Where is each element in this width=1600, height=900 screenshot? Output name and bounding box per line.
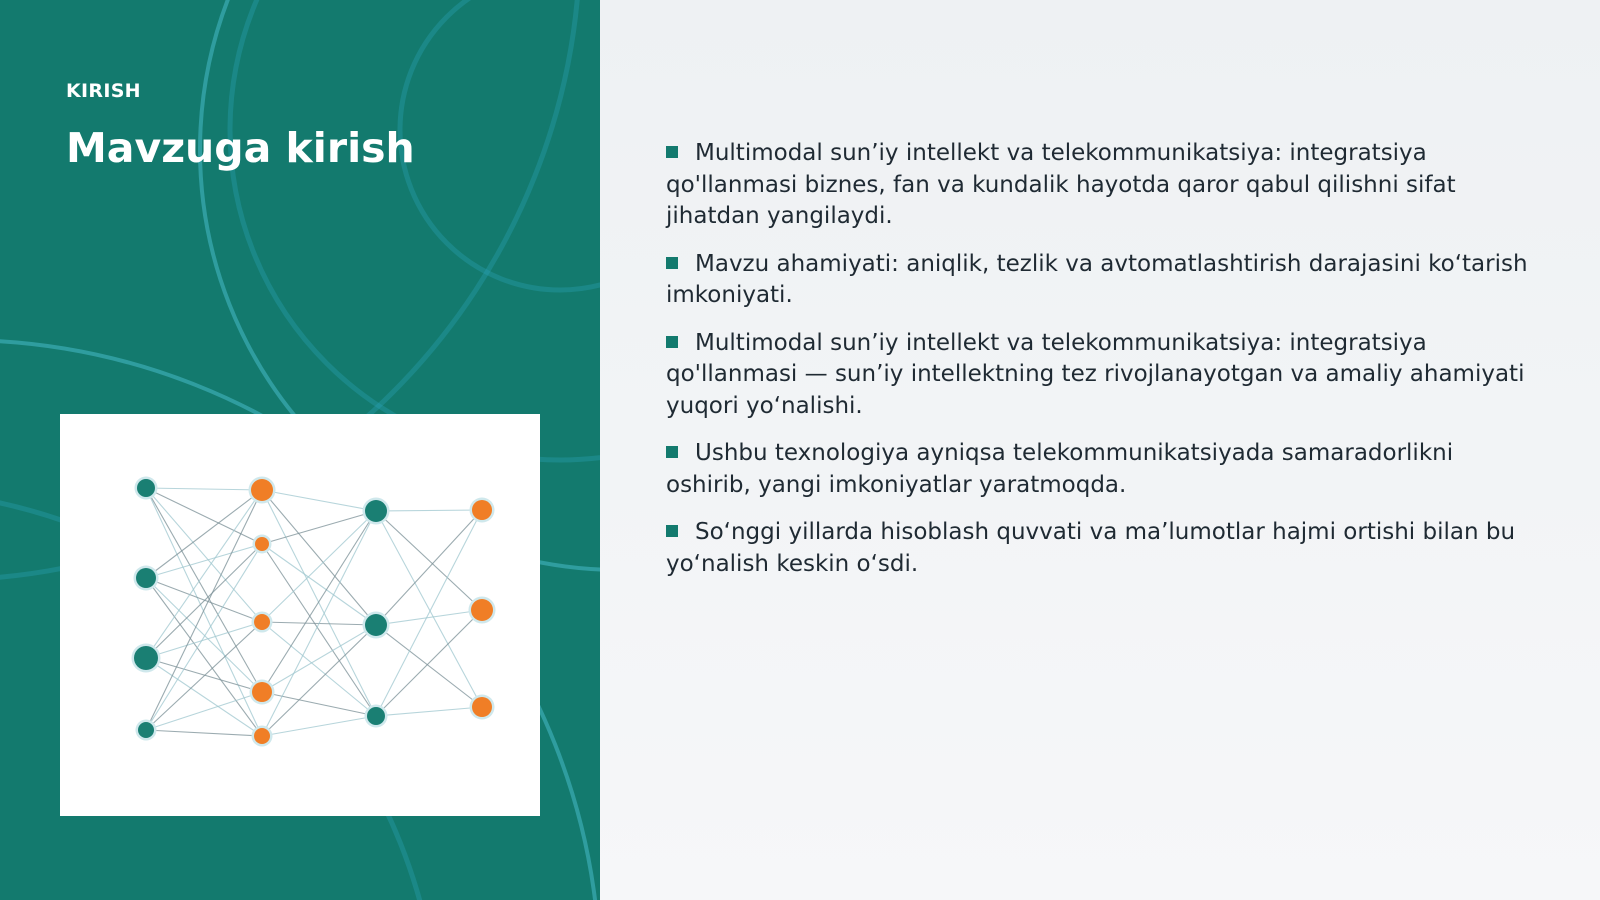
network-edge [146,578,262,622]
illustration-card [60,414,540,816]
network-node [254,728,270,744]
bullet-item [666,438,1542,501]
network-node [254,614,270,630]
square-bullet-icon [666,336,678,348]
title-panel [0,0,600,900]
square-bullet-icon [666,446,678,458]
network-node [365,500,387,522]
bullet-text: Multimodal sun’iy intellekt va telekommunikatsiya: integratsiya qo'llanmasi biznes, fan va kundalik hayotda qaror qabul qilishni sifat jihatdan yangilaydi. [666,140,1456,229]
network-edge [376,510,482,625]
network-edge [376,610,482,716]
network-node [472,500,492,520]
network-edge [262,490,376,511]
network-node [252,682,272,702]
bullet-item [666,138,1542,233]
network-nodes [132,477,496,747]
bullet-text: Mavzu ahamiyati: aniqlik, tezlik va avtomatlashtirish darajasini ko‘tarish imkoniyati. [666,250,1528,308]
network-node [255,537,269,551]
network-edge [262,544,376,716]
bullet-list [666,138,1542,596]
network-edges [146,488,482,736]
network-edge [146,488,262,490]
network-edge [262,692,376,716]
section-kicker: KIRISH [66,80,141,102]
bullet-item [666,517,1542,580]
network-edge [262,544,376,625]
bullet-text: Multimodal sun’iy intellekt va telekommunikatsiya: integratsiya qo'llanmasi — sun’iy intellektning tez rivojlanayotgan va amaliy ahamiyati yuqori yo‘nalishi. [666,329,1525,419]
network-edge [376,707,482,716]
network-node [471,599,493,621]
bullet-item [666,249,1542,312]
network-edge [262,511,376,692]
page-title: Mavzuga kirish [66,124,415,172]
content-panel [600,0,1600,900]
network-edge [146,622,262,730]
neural-network-icon [60,414,540,816]
bullet-item [666,328,1542,423]
square-bullet-icon [666,525,678,537]
network-edge [146,488,262,692]
network-node [134,646,158,670]
network-edge [376,511,482,610]
network-edge [146,544,262,730]
network-edge [146,490,262,578]
network-node [365,614,387,636]
network-node [137,479,155,497]
network-node [367,707,385,725]
square-bullet-icon [666,146,678,158]
bullet-text: Ushbu texnologiya ayniqsa telekommunikatsiyada samaradorlikni oshirib, yangi imkoniyatlar yaratmoqda. [666,440,1454,498]
bullet-text: So‘nggi yillarda hisoblash quvvati va ma’lumotlar hajmi ortishi bilan bu yo‘nalish keskin o‘sdi. [666,519,1516,577]
network-node [472,697,492,717]
network-edge [146,622,262,658]
square-bullet-icon [666,257,678,269]
network-edge [376,625,482,707]
network-node [136,568,156,588]
network-edge [146,730,262,736]
network-node [251,479,273,501]
network-edge [376,510,482,511]
network-edge [146,490,262,658]
network-node [138,722,154,738]
